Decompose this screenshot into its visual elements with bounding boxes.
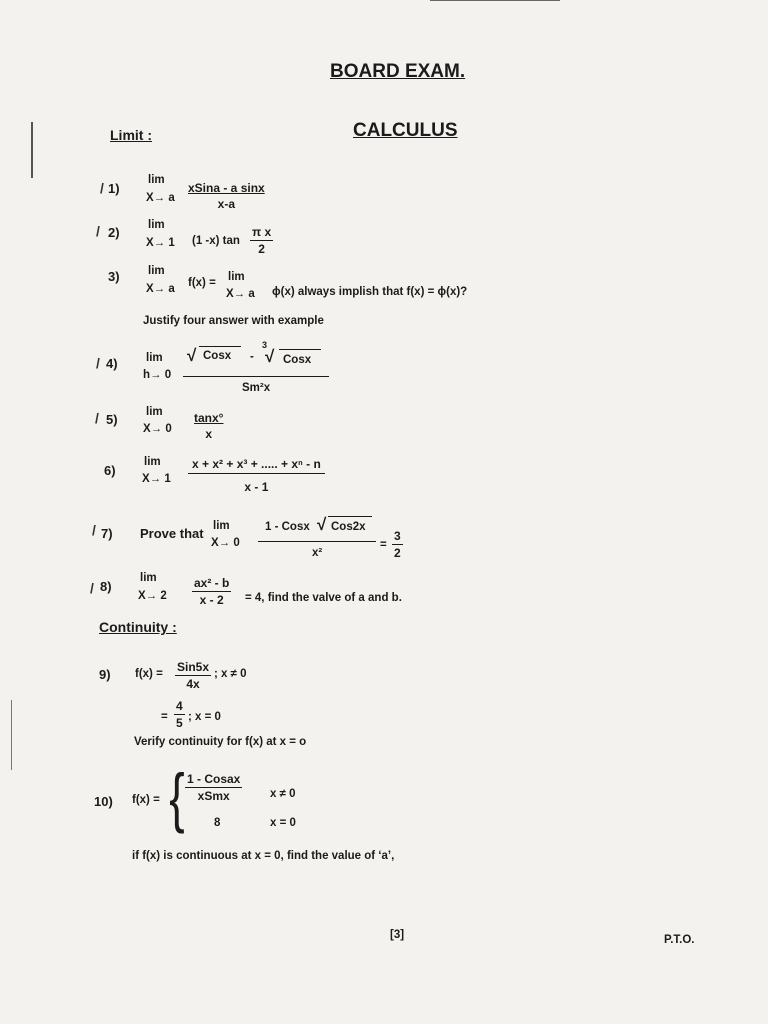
q6-lim: lim bbox=[144, 456, 161, 468]
q3-expression-2: ϕ(x) always implish that f(x) = ϕ(x)? bbox=[272, 286, 468, 298]
q9-number: 9) bbox=[99, 667, 111, 682]
q4-root-index: 3 bbox=[262, 340, 268, 350]
q4-sqrt-bar-2 bbox=[279, 349, 321, 350]
q7-check-mark: / bbox=[92, 522, 96, 538]
q7-numerator-text: 1 - Cosx bbox=[265, 521, 310, 533]
q4-lim: lim bbox=[146, 352, 163, 364]
q7-sqrt-sign: √ bbox=[317, 515, 327, 534]
q10-number: 10) bbox=[94, 794, 113, 809]
q1-numerator: xSina - a sinx bbox=[188, 181, 265, 195]
q10-brace: { bbox=[169, 760, 185, 834]
q6-numerator: x + x² + x³ + ..... + xⁿ - n bbox=[188, 457, 325, 474]
q1-denominator: x-a bbox=[217, 197, 236, 211]
q9-line-3: Verify continuity for f(x) at x = o bbox=[134, 736, 307, 748]
q10-condition-1: x ≠ 0 bbox=[270, 788, 296, 800]
q9-condition-1: ; x ≠ 0 bbox=[214, 668, 247, 680]
q7-lim: lim bbox=[213, 520, 230, 532]
q8-lim-under: X→ 2 bbox=[138, 590, 167, 602]
q7-rhs-numerator: 3 bbox=[394, 529, 401, 543]
q4-radicand-2: Cosx bbox=[283, 354, 312, 366]
q4-cbrt-sign: √ bbox=[265, 347, 275, 366]
q4-minus: - bbox=[250, 351, 254, 363]
q5-numerator: tanx° bbox=[194, 411, 224, 425]
q8-denominator: x - 2 bbox=[199, 593, 224, 607]
q3-lim-2: lim bbox=[228, 271, 245, 283]
q8-check-mark: / bbox=[90, 580, 94, 596]
q9-numerator-2: 4 bbox=[176, 699, 183, 713]
q7-equals: = bbox=[380, 539, 387, 551]
q7-denominator: x² bbox=[312, 547, 323, 559]
q7-numerator-radicand: Cos2x bbox=[331, 521, 366, 533]
q4-lim-under: h→ 0 bbox=[143, 369, 172, 381]
q7-prove-that: Prove that bbox=[140, 526, 204, 541]
page-title: BOARD EXAM. bbox=[330, 61, 466, 82]
pto-label: P.T.O. bbox=[664, 934, 695, 946]
q10-denominator: xSmx bbox=[197, 789, 230, 803]
q5-check-mark: / bbox=[95, 410, 99, 426]
q10-fx: f(x) = bbox=[132, 794, 160, 806]
q1-lim: lim bbox=[148, 174, 165, 186]
q1-fraction bbox=[186, 181, 267, 211]
q9-denominator-2: 5 bbox=[176, 716, 183, 730]
q6-lim-under: X→ 1 bbox=[142, 473, 171, 485]
q6-number: 6) bbox=[104, 463, 116, 478]
scan-mark-top bbox=[430, 0, 560, 1]
q9-fraction-2 bbox=[174, 699, 185, 730]
q7-lim-under: X→ 0 bbox=[211, 537, 240, 549]
q7-number: 7) bbox=[101, 526, 113, 541]
q6-fraction bbox=[188, 457, 325, 494]
q1-lim-under: X→ a bbox=[146, 192, 175, 204]
q1-number: 1) bbox=[108, 181, 120, 196]
q5-denominator: x bbox=[205, 427, 213, 441]
q10-value-2: 8 bbox=[214, 817, 221, 829]
q8-fraction bbox=[192, 576, 231, 607]
q8-number: 8) bbox=[100, 579, 112, 594]
q3-lim-under: X→ a bbox=[146, 283, 175, 295]
q1-check-mark: / bbox=[100, 180, 104, 196]
q5-fraction bbox=[192, 411, 225, 441]
q9-fraction bbox=[175, 660, 211, 691]
subject-title: CALCULUS bbox=[353, 120, 458, 141]
q4-fraction-bar bbox=[183, 376, 329, 377]
q4-radicand-1: Cosx bbox=[203, 350, 232, 362]
q5-number: 5) bbox=[106, 412, 118, 427]
q3-lim-under-2: X→ a bbox=[226, 288, 255, 300]
q2-number: 2) bbox=[108, 225, 120, 240]
page-number: [3] bbox=[390, 929, 405, 941]
q10-condition-2: x = 0 bbox=[270, 817, 296, 829]
q9-denominator: 4x bbox=[186, 677, 200, 691]
scan-mark-left-2 bbox=[11, 700, 12, 770]
q4-check-mark: / bbox=[96, 355, 100, 371]
q4-denominator: Sm²x bbox=[242, 382, 271, 394]
q2-lim: lim bbox=[148, 219, 165, 231]
q2-denominator: 2 bbox=[258, 242, 265, 256]
section-limit: Limit : bbox=[110, 127, 152, 143]
q4-number: 4) bbox=[106, 356, 118, 371]
q5-lim-under: X→ 0 bbox=[143, 423, 172, 435]
q10-numerator: 1 - Cosax bbox=[187, 772, 241, 786]
q3-lim: lim bbox=[148, 265, 165, 277]
q3-line-2: Justify four answer with example bbox=[143, 315, 324, 327]
q4-sqrt-bar-1 bbox=[199, 346, 241, 347]
q2-fraction bbox=[250, 225, 273, 256]
q8-numerator: ax² - b bbox=[194, 576, 230, 590]
q7-rhs-fraction bbox=[392, 529, 403, 560]
q3-expression-1: f(x) = bbox=[188, 277, 216, 289]
q9-fx: f(x) = bbox=[135, 668, 163, 680]
q8-rest: = 4, find the valve of a and b. bbox=[245, 592, 402, 604]
q9-condition-2: ; x = 0 bbox=[188, 711, 221, 723]
q9-equals-2: = bbox=[161, 711, 168, 723]
q10-fraction bbox=[185, 772, 242, 803]
q5-lim: lim bbox=[146, 406, 163, 418]
q2-numerator: π x bbox=[252, 225, 272, 239]
q2-check-mark: / bbox=[96, 223, 100, 239]
q9-numerator: Sin5x bbox=[177, 660, 210, 674]
q6-denominator: x - 1 bbox=[244, 480, 269, 494]
q10-line-3: if f(x) is continuous at x = 0, find the value of ‘a’, bbox=[132, 850, 395, 862]
q2-lim-under: X→ 1 bbox=[146, 237, 175, 249]
scan-mark-left bbox=[31, 122, 33, 178]
q4-sqrt-sign: √ bbox=[187, 346, 197, 365]
q7-fraction-bar bbox=[258, 541, 376, 542]
q3-number: 3) bbox=[108, 269, 120, 284]
q2-expression: (1 -x) tan bbox=[192, 235, 240, 247]
q8-lim: lim bbox=[140, 572, 157, 584]
q7-rhs-denominator: 2 bbox=[394, 546, 401, 560]
q7-sqrt-bar bbox=[328, 516, 372, 517]
section-continuity: Continuity : bbox=[99, 619, 177, 635]
